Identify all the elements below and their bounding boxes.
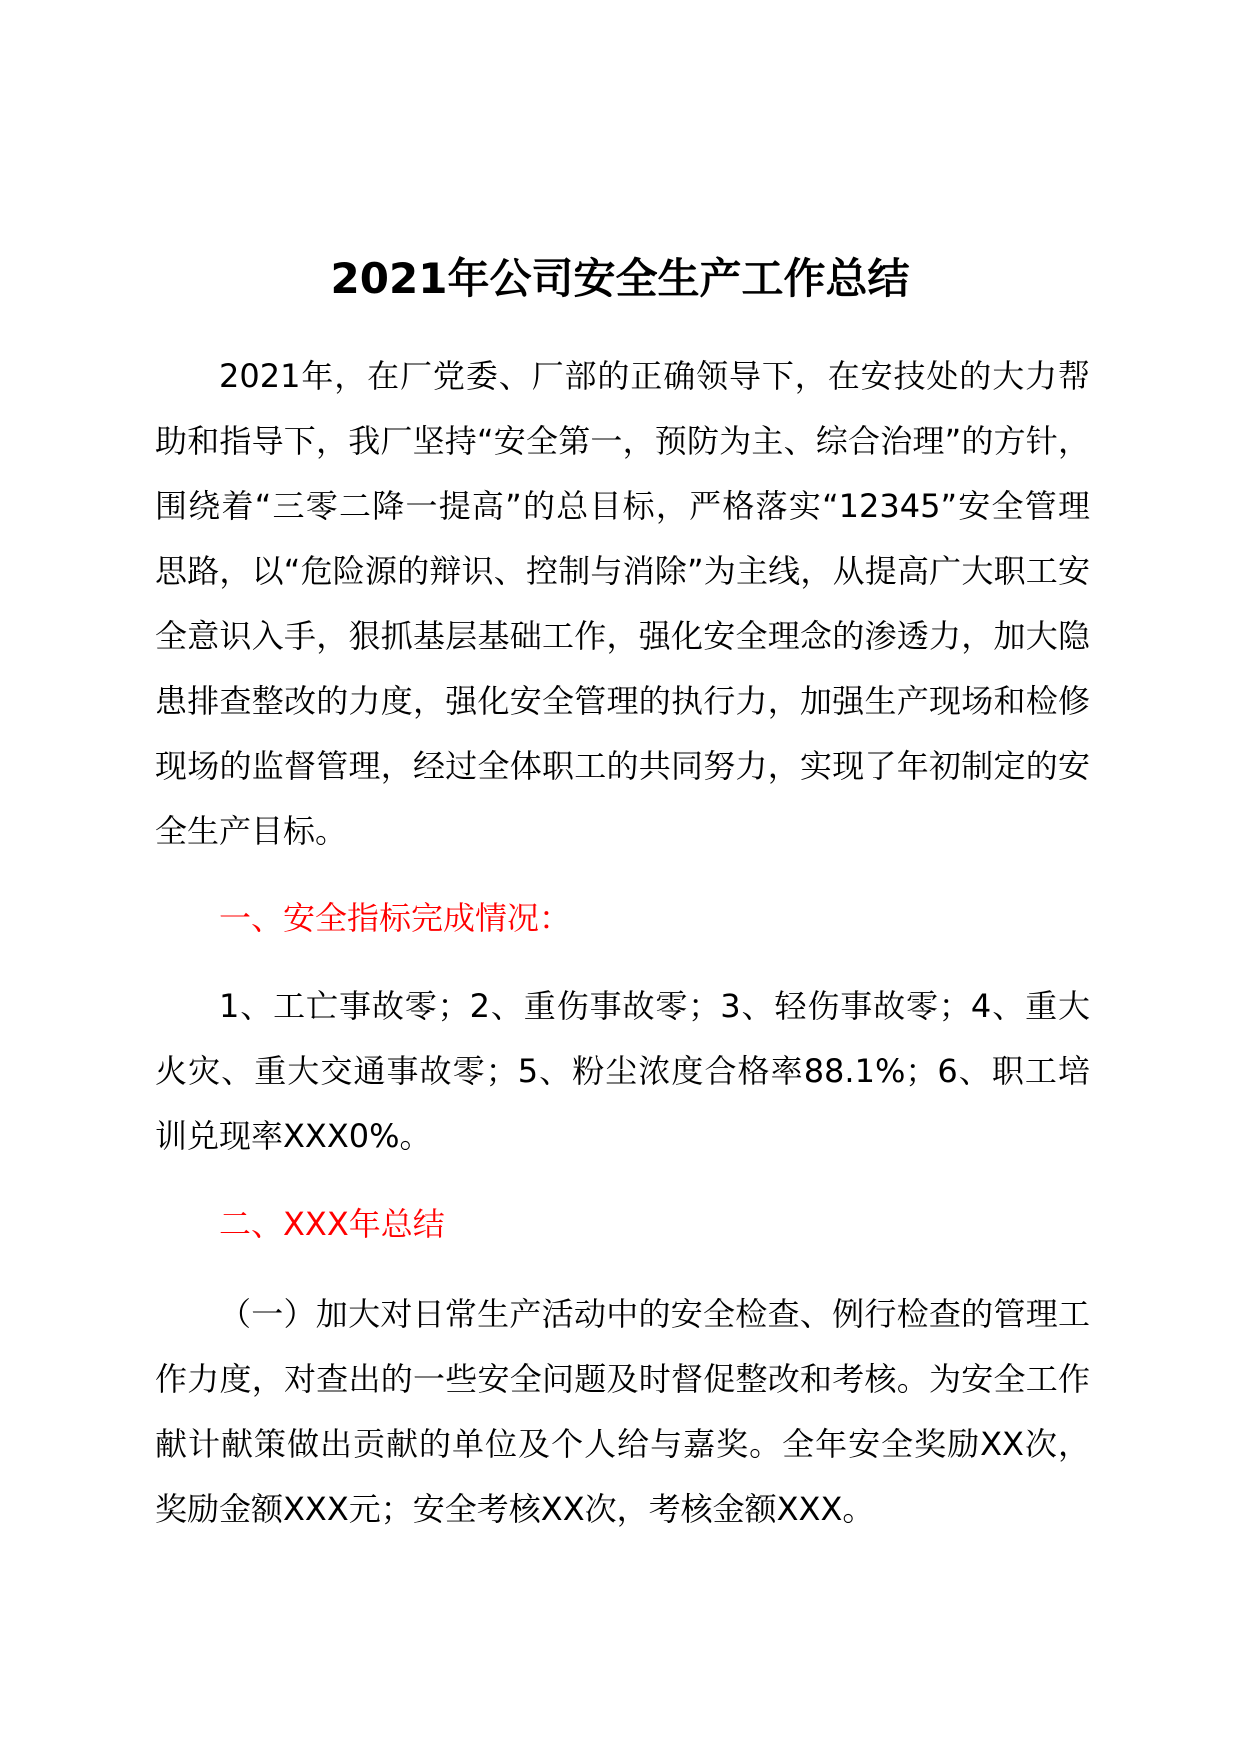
document-title: 2021年公司安全生产工作总结 (330, 254, 910, 303)
intro-paragraph: 2021年，在厂党委、厂部的正确领导下，在安技处的大力帮助和指导下，我厂坚持“安全第一，预防为主、综合治理”的方针，围绕着“三零二降一提高”的总目标，严格落实“12345”安全管理思路，以“危险源的辩识、控制与消除”为主线，从提高广大职工安全意识入手，狠抓基层基础工作，强化安全理念的渗透力，加大隐患排查整改的力度，强化安全管理的执行力，加强生产现场和检修现场的监督管理，经过全体职工的共同努力，实现了年初制定的安全生产目标。 (155, 357, 1090, 850)
summary-paragraph-1: （一）加大对日常生产活动中的安全检查、例行检查的管理工作力度，对查出的一些安全问题及时督促整改和考核。为安全工作献计献策做出贡献的单位及个人给与嘉奖。全年安全奖励XX次，奖励金额XXX元；安全考核XX次，考核金额XXX。 (155, 1295, 1090, 1528)
section-heading-indicators: 一、安全指标完成情况： (219, 899, 572, 937)
section-heading-summary: 二、XXX年总结 (219, 1205, 445, 1243)
indicators-paragraph: 1、工亡事故零；2、重伤事故零；3、轻伤事故零；4、重大火灾、重大交通事故零；5、粉尘浓度合格率88.1%；6、职工培训兑现率XXX0%。 (155, 987, 1090, 1155)
